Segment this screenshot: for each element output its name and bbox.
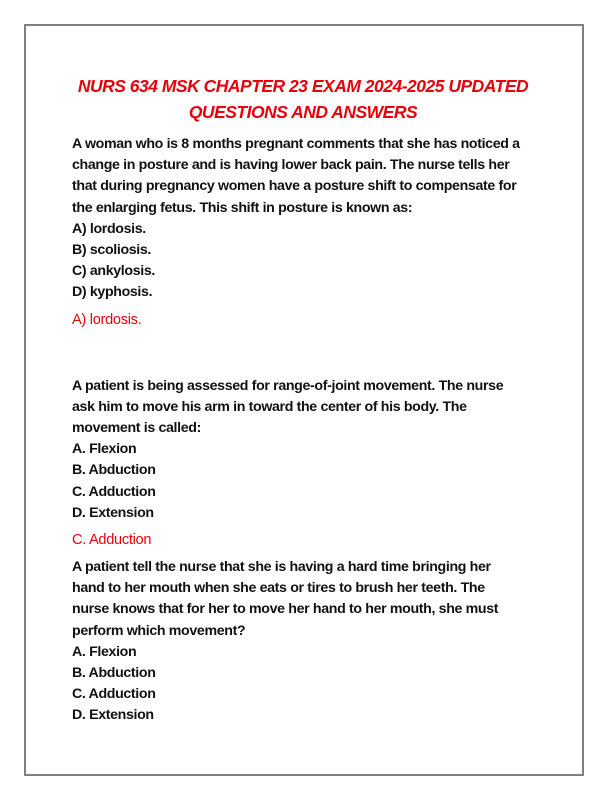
question-text-line: A woman who is 8 months pregnant comments that she has noticed a — [72, 136, 520, 152]
title-line-1: NURS 634 MSK CHAPTER 23 EXAM 2024-2025 UPDATED — [77, 76, 529, 96]
option-c: C. Adduction — [72, 686, 156, 703]
option-a: A. Flexion — [72, 441, 137, 458]
option-a: A. Flexion — [72, 643, 137, 660]
title-line-2: QUESTIONS AND ANSWERS — [188, 102, 418, 122]
option-c: C) ankylosis. — [72, 263, 155, 280]
question-text-line: change in posture and is having lower back pain. The nurse tells her — [72, 157, 510, 174]
document-title — [0, 73, 606, 125]
question-2 — [72, 376, 542, 551]
option-b: B. Abduction — [72, 665, 156, 682]
question-text-line: A patient tell the nurse that she is having a hard time bringing her — [72, 559, 491, 576]
question-text-line: ask him to move his arm in toward the center of his body. The — [72, 398, 467, 415]
option-b: B) scoliosis. — [72, 242, 152, 259]
question-text-line: hand to her mouth when she eats or tires to brush her teeth. The — [72, 580, 485, 597]
question-text-line: that during pregnancy women have a posture shift to compensate for — [72, 178, 517, 195]
question-text-line: the enlarging fetus. This shift in posture is known as: — [72, 199, 413, 216]
question-3 — [72, 557, 542, 727]
correct-answer: A) lordosis. — [72, 311, 142, 328]
option-a: A) lordosis. — [72, 220, 146, 237]
option-d: D. Extension — [72, 707, 154, 724]
question-text-line: movement is called: — [72, 420, 201, 437]
option-d: D) kyphosis. — [72, 284, 153, 301]
question-1 — [72, 134, 542, 331]
document-body — [72, 134, 542, 727]
question-text-line: perform which movement? — [72, 622, 246, 639]
option-d: D. Extension — [72, 504, 154, 521]
option-c: C. Adduction — [72, 483, 156, 500]
question-text-line: A patient is being assessed for range-of-joint movement. The nurse — [72, 377, 504, 394]
question-text-line: nurse knows that for her to move her hand to her mouth, she must — [72, 601, 499, 618]
option-b: B. Abduction — [72, 462, 156, 479]
correct-answer: C. Adduction — [72, 532, 152, 549]
